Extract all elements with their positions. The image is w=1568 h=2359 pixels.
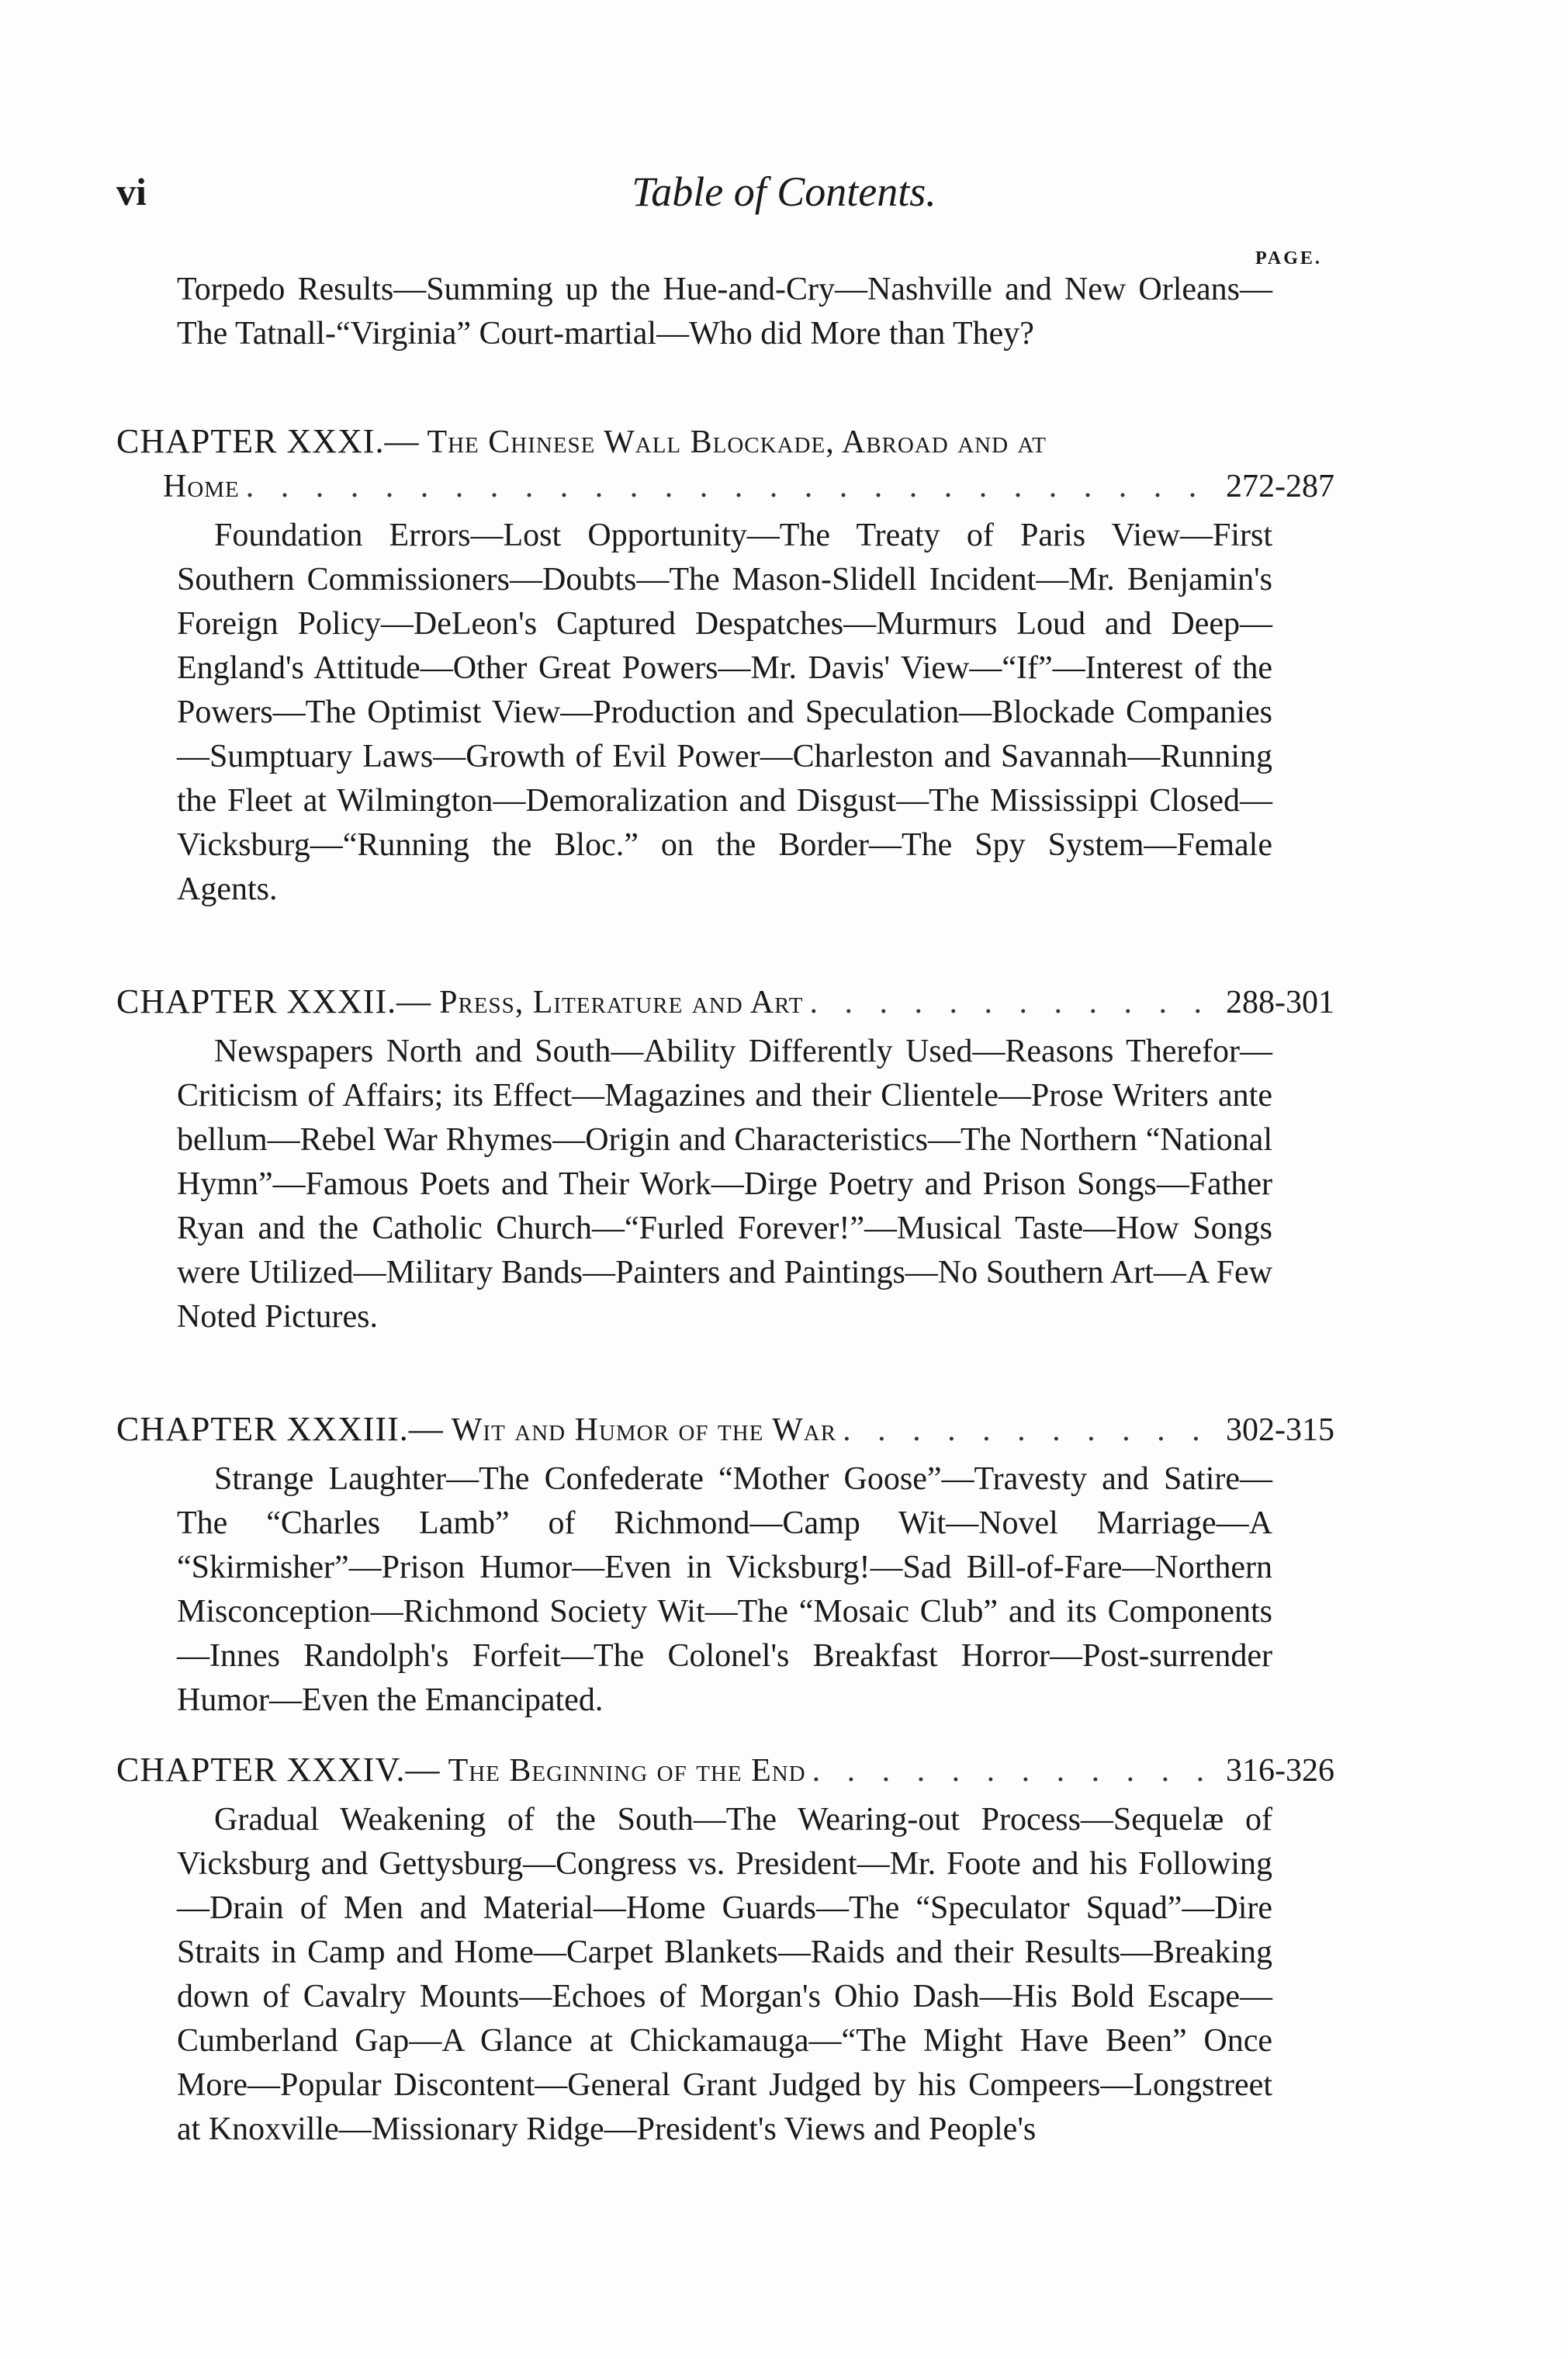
chapter-heading — [116, 979, 1334, 1025]
chapter-heading — [116, 419, 1334, 465]
chapter-number: CHAPTER XXXIV.— — [116, 1751, 441, 1789]
toc-entry-chapter-31 — [116, 419, 1334, 912]
chapter-pages: 302-315 — [1226, 1412, 1334, 1448]
chapter-number: CHAPTER XXXIII.— — [116, 1410, 444, 1448]
running-head: Table of Contents. — [632, 168, 936, 215]
chapter-number: CHAPTER XXXI.— — [116, 422, 420, 460]
chapter-description: Strange Laughter—The Confederate “Mother Goose”—Travesty and Satire—The “Charles Lamb” of Richmond—Camp Wit—Novel Marriage—A “Skirmisher”—Prison Humor—Even in Vicksburg!—Sad Bill-of-Fare—Northern Misconception—Richmond Society Wit—The “Mosaic Club” and its Components—Innes Randolph's Forfeit—The Colonel's Breakfast Horror—Post-surrender Humor—Even the Emancipated. — [177, 1461, 1272, 1718]
chapter-description: Foundation Errors—Lost Opportunity—The Treaty of Paris View—First Southern Commissioners—Doubts—The Mason-Slidell Incident—Mr. Benjamin's Foreign Policy—DeLeon's Captured Despatches—Murmurs Loud and Deep—England's Attitude—Other Great Powers—Mr. Davis' View—“If”—Interest of the Powers—The Optimist View—Production and Speculation—Blockade Companies—Sumptuary Laws—Growth of Evil Power—Charleston and Savannah—Running the Fleet at Wilmington—Demoralization and Disgust—The Mississippi Closed—Vicksburg—“Running the Bloc.” on the Border—The Spy System—Female Agents. — [177, 518, 1272, 907]
chapter-heading — [116, 1407, 1334, 1453]
chapter-title: Press, Literature and Art — [439, 985, 804, 1020]
page-column-label: PAGE. — [1255, 248, 1322, 268]
dot-leader — [809, 981, 1220, 1025]
chapter-title: Wit and Humor of the War — [451, 1412, 837, 1448]
chapter-description: Newspapers North and South—Ability Differently Used—Reasons Therefor—Criticism of Affairs; its Effect—Magazines and their Clientele—Prose Writers ante bellum—Rebel War Rhymes—Origin and Characteristics—The Northern “National Hymn”—Famous Poets and Their Work—Dirge Poetry and Prison Songs—Father Ryan and the Catholic Church—“Furled Forever!”—Musical Taste—How Songs were Utilized—Military Bands—Painters and Paintings—No Southern Art—A Few Noted Pictures. — [177, 1034, 1272, 1335]
dot-leader — [843, 1408, 1220, 1453]
toc-entry-chapter-33 — [116, 1407, 1334, 1723]
chapter-pages: 316-326 — [1226, 1753, 1334, 1789]
chapter-title-continued: Home — [163, 469, 240, 504]
toc-entry-chapter-34 — [116, 1748, 1334, 2152]
dot-leader — [246, 465, 1220, 509]
chapter-number: CHAPTER XXXII.— — [116, 982, 432, 1020]
chapter-pages: 272-287 — [1226, 469, 1334, 504]
chapter-title: The Beginning of the End — [448, 1753, 806, 1789]
chapter-pages: 288-301 — [1226, 985, 1334, 1020]
chapter-title: The Chinese Wall Blockade, Abroad and at — [427, 424, 1047, 460]
chapter-heading — [116, 1748, 1334, 1793]
continued-description: Torpedo Results—Summing up the Hue-and-Cry—Nashville and New Orleans—The Tatnall-“Virginia” Court-martial—Who did More than They? — [177, 272, 1272, 352]
dot-leader — [812, 1749, 1220, 1793]
page-folio: vi — [116, 170, 147, 213]
toc-entry-chapter-32 — [116, 979, 1334, 1339]
chapter-heading-continued — [116, 465, 1334, 509]
chapter-description: Gradual Weakening of the South—The Wearing-out Process—Sequelæ of Vicksburg and Gettysburg—Congress vs. President—Mr. Foote and his Following—Drain of Men and Material—Home Guards—The “Speculator Squad”—Dire Straits in Camp and Home—Carpet Blankets—Raids and their Results—Breaking down of Cavalry Mounts—Echoes of Morgan's Ohio Dash—His Bold Escape—Cumberland Gap—A Glance at Chickamauga—“The Might Have Been” Once More—Popular Discontent—General Grant Judged by his Compeers—Longstreet at Knoxville—Missionary Ridge—President's Views and People's — [177, 1802, 1272, 2147]
